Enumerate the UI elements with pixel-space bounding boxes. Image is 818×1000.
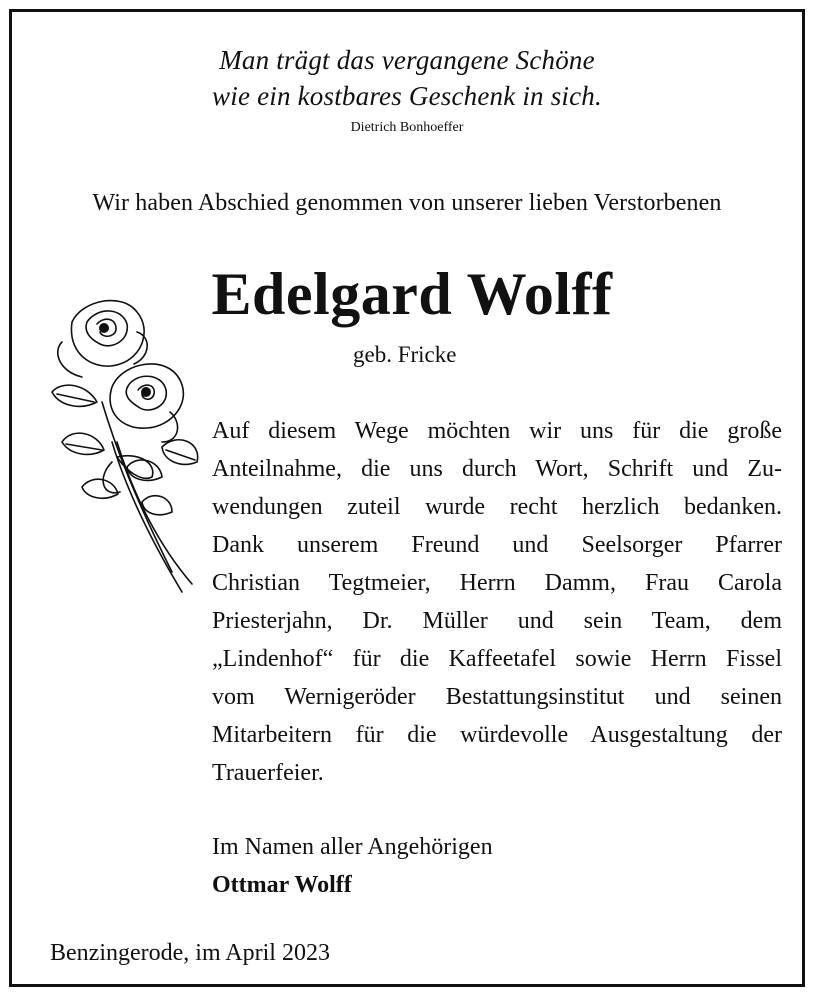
quote	[12, 42, 802, 114]
message-line: Anteilnahme, die uns durch Wort, Schrift und Zu-	[212, 456, 782, 482]
message-line: „Lindenhof“ für die Kaffeetafel sowie Herrn Fissel	[212, 646, 782, 672]
obituary-frame	[9, 9, 805, 987]
quote-line-1: Man trägt das vergangene Schöne	[219, 45, 595, 75]
message-line: Mitarbeitern für die würdevolle Ausgestaltung der	[212, 722, 782, 748]
quote-line-2: wie ein kostbares Geschenk in sich.	[212, 81, 602, 111]
message-line: Auf diesem Wege möchten wir uns für die große	[212, 418, 782, 444]
deceased-name: Edelgard Wolff	[211, 261, 613, 327]
message-line: Dank unserem Freund und Seelsorger Pfarrer	[212, 532, 782, 558]
message-line: Trauerfeier.	[212, 760, 324, 786]
signoff-name: Ottmar Wolff	[212, 872, 352, 898]
intro-text: Wir haben Abschied genommen von unserer lieben Verstorbenen	[92, 190, 722, 216]
birth-name: geb. Fricke	[353, 342, 457, 367]
message-line: Priesterjahn, Dr. Müller und sein Team, dem	[212, 608, 782, 634]
message-line: wendungen zuteil wurde recht herzlich bedanken.	[212, 494, 782, 520]
quote-author: Dietrich Bonhoeffer	[350, 120, 464, 135]
signoff	[212, 828, 493, 904]
thanks-message	[212, 412, 782, 792]
message-line: Christian Tegtmeier, Herrn Damm, Frau Carola	[212, 570, 782, 596]
place-date: Benzingerode, im April 2023	[50, 940, 330, 966]
roses-icon	[42, 292, 202, 602]
signoff-line: Im Namen aller Angehörigen	[212, 834, 493, 860]
message-line: vom Wernigeröder Bestattungsinstitut und seinen	[212, 684, 782, 710]
